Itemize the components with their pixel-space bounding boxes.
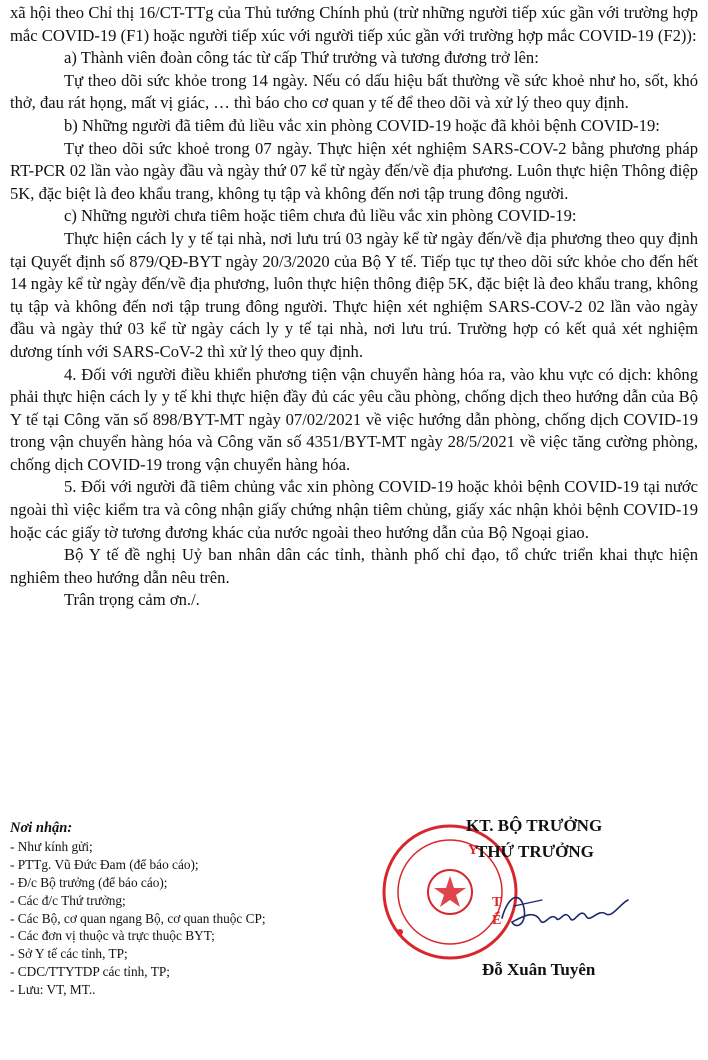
svg-text:Ế: Ế — [492, 913, 502, 928]
paragraph-c-heading: c) Những người chưa tiêm hoặc tiêm chưa đủ liều vắc xin phòng COVID-19: — [64, 206, 577, 226]
recipient-item: - Các đơn vị thuộc và trực thuộc BYT; — [10, 928, 215, 944]
handwritten-signature-icon — [494, 878, 634, 948]
paragraph-b-body: Tự theo dõi sức khoẻ trong 07 ngày. Thực hiện xét nghiệm SARS-COV-2 bằng phương pháp RT-PCR 02 lần vào ngày đầu và ngày thứ 07 kể từ ngày đến/về địa phương. Luôn thực hiện Thông điệp 5K, đặc biệt là đeo khẩu trang, không tụ tập và không đến nơi tập trung đông người. — [10, 138, 698, 203]
signer-title-line1: KT. BỘ TRƯỞNG — [466, 816, 603, 835]
paragraph-closing: Trân trọng cảm ơn./. — [64, 590, 200, 610]
paragraph-b-heading: b) Những người đã tiêm đủ liều vắc xin phòng COVID-19 hoặc đã khỏi bệnh COVID-19: — [64, 115, 660, 135]
paragraph-item-4: 4. Đối với người điều khiển phương tiện vận chuyển hàng hóa ra, vào khu vực có dịch: không phải thực hiện cách ly y tế khi thực hiện đầy đủ các yêu cầu phòng, chống dịch theo hướng dẫn của Bộ Y tế tại Công văn số 898/BYT-MT ngày 07/02/2021 về việc hướng dẫn phòng, chống dịch COVID-19 trong vận chuyển hàng hóa và Công văn số 4351/BYT-MT ngày 28/5/2021 về việc tăng cường phòng, chống dịch COVID-19 trong vận chuyển hàng hóa. — [10, 364, 698, 474]
paragraph-request: Bộ Y tế đề nghị Uỷ ban nhân dân các tỉnh, thành phố chỉ đạo, tổ chức triển khai thực hiện nghiêm theo hướng dẫn nêu trên. — [10, 545, 698, 587]
paragraph-intro-continuation: xã hội theo Chỉ thị 16/CT-TTg của Thủ tướng Chính phủ (trừ những người tiếp xúc gần với trường hợp mắc COVID-19 (F1) hoặc người tiếp xúc với người tiếp xúc gần với trường hợp mắc COVID-19 (F2)): — [10, 3, 698, 45]
recipients-list — [10, 838, 370, 999]
document-body — [10, 2, 698, 612]
svg-text:Y: Y — [468, 843, 479, 858]
recipient-item: - Các Bộ, cơ quan ngang Bộ, cơ quan thuộc CP; — [10, 910, 266, 926]
recipient-item: - Lưu: VT, MT.. — [10, 982, 96, 998]
recipient-item: - Đ/c Bộ trưởng (để báo cáo); — [10, 874, 168, 890]
recipient-item: - Như kính gửi; — [10, 838, 93, 854]
svg-text:T: T — [492, 895, 502, 910]
paragraph-a-body: Tự theo dõi sức khỏe trong 14 ngày. Nếu có dấu hiệu bất thường về sức khoẻ như ho, sốt, khó thở, đau rát họng, mất vị giác, … thì báo cho cơ quan y tế để theo dõi và xử lý theo quy định. — [10, 70, 698, 113]
paragraph-a-heading: a) Thành viên đoàn công tác từ cấp Thứ trưởng và tương đương trở lên: — [64, 48, 539, 68]
recipient-item: - Các đ/c Thứ trưởng; — [10, 892, 126, 908]
signature-block — [380, 812, 700, 1012]
recipient-item: - PTTg. Vũ Đức Đam (để báo cáo); — [10, 856, 199, 872]
recipients-header: Nơi nhận: — [10, 820, 73, 836]
paragraph-item-5: 5. Đối với người đã tiêm chủng vắc xin phòng COVID-19 hoặc khỏi bệnh COVID-19 tại nước ngoài thì việc kiểm tra và công nhận giấy chứng nhận tiêm chủng, giấy xác nhận khỏi bệnh COVID-19 hoặc các giấy tờ tương đương khác của nước ngoài theo hướng dẫn của Bộ Ngoại giao. — [10, 477, 698, 542]
signer-title-line2: THỨ TRƯỞNG — [476, 842, 594, 861]
recipient-item: - CDC/TTYTDP các tỉnh, TP; — [10, 964, 170, 980]
signer-name: Đỗ Xuân Tuyên — [482, 960, 596, 979]
recipient-item: - Sở Y tế các tỉnh, TP; — [10, 946, 128, 962]
paragraph-c-body: Thực hiện cách ly y tế tại nhà, nơi lưu trú 03 ngày kể từ ngày đến/về địa phương theo quy định tại Quyết định số 879/QĐ-BYT ngày 20/3/2020 của Bộ Y tế. Tiếp tục tự theo dõi sức khỏe cho đến hết 14 ngày kể từ ngày đến/về địa phương, luôn thực hiện thông điệp 5K, đặc biệt là đeo khẩu trang, không tụ tập và không đến nơi tập trung đông người. Thực hiện xét nghiệm SARS-COV-2 02 lần vào ngày đầu và ngày thứ 03 kể từ ngày cách ly y tế tại nhà, nơi lưu trú. Trường hợp có kết quả xét nghiệm dương tính với SARS-CoV-2 thì xử lý theo quy định. — [10, 228, 698, 361]
recipients-block — [10, 820, 370, 999]
